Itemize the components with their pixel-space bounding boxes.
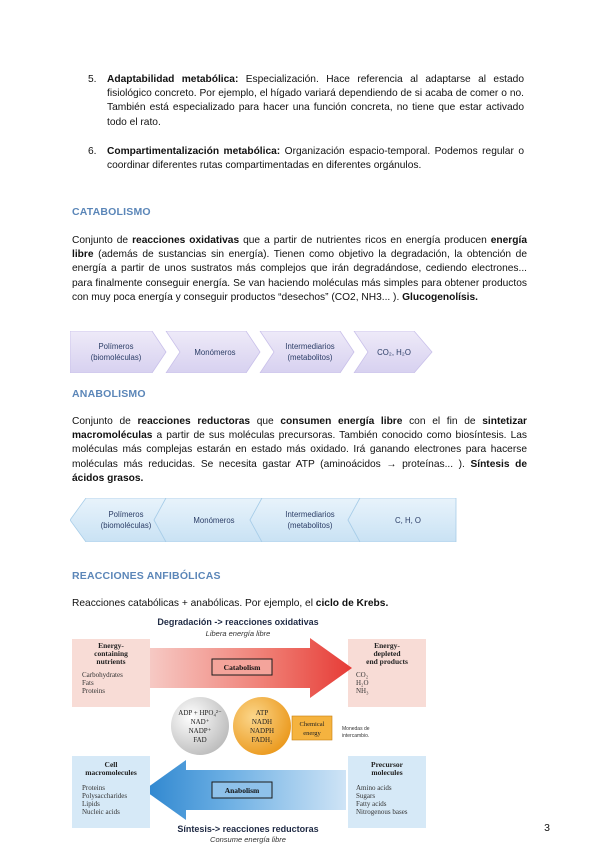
box-title: end products: [366, 657, 408, 666]
list-term: Compartimentalización metabólica:: [107, 146, 281, 157]
figure-top-title: Degradación -> reacciones oxidativas: [157, 617, 319, 627]
box-item: Nucleic acids: [82, 808, 120, 816]
bold-span: consumen energía libre: [280, 416, 403, 427]
text-span: (además de sustancias sin energía). Tienen como objetivo la degradación, la obtención de energía a partir de unos sustratos más complejos que irán degradándose, cediendo electrones... para finalmente conseguir energía. Se van haciendo moléculas más simples para obtener productos con muy poca energía y conseguir productos “desechos” (CO2, NH3... ).: [72, 249, 527, 303]
list-number: 5.: [88, 74, 97, 85]
chevron-label: (metabolitos): [287, 521, 333, 530]
anfibolicas-paragraph: [72, 597, 527, 611]
chevron-label: CO₂, H₂O: [377, 348, 411, 357]
text-span: Conjunto de: [72, 235, 133, 246]
box-item: Fats: [82, 679, 94, 687]
catabolismo-paragraph: [72, 234, 527, 305]
circle-item: NADH: [251, 718, 273, 726]
box-title: Cell: [104, 760, 118, 769]
catabolism-label: Catabolism: [223, 663, 261, 672]
chevron-shape: [260, 331, 354, 373]
anfibolicas-heading: REACCIONES ANFIBÓLICAS: [72, 570, 221, 582]
chemical-energy-label: energy: [303, 730, 321, 737]
box-item: NH₃: [356, 687, 369, 695]
box-item: H₂O: [356, 679, 369, 687]
text-span: Reacciones catabólicas + anabólicas. Por ejemplo, el: [72, 598, 316, 609]
catabolismo-heading: CATABOLISMO: [72, 206, 151, 218]
box-item: Fatty acids: [356, 800, 387, 808]
box-item: Carbohydrates: [82, 671, 123, 679]
reduced-carriers-circle: [233, 697, 291, 755]
chevron-shape: [70, 498, 166, 542]
box-title: containing: [94, 649, 128, 658]
figure-bottom-subtitle: Consume energía libre: [210, 835, 286, 844]
anabolismo-heading: ANABOLISMO: [72, 388, 146, 400]
bold-span: Glucogenolísis.: [402, 291, 478, 303]
chevron-label: Polímeros: [108, 510, 144, 519]
chevron-shape: [70, 331, 166, 373]
chevron-label: Intermediarios: [285, 510, 335, 519]
chevron-label: C, H, O: [395, 516, 421, 525]
monedas-label: intercambio.: [342, 733, 370, 739]
text-span: Conjunto de: [72, 416, 138, 427]
page-number: 3: [544, 822, 550, 834]
box-title: depleted: [373, 649, 401, 658]
circle-item: ATP: [255, 709, 269, 717]
list-number: 6.: [88, 146, 97, 157]
catabolism-chevron-strip: [70, 331, 434, 373]
figure-top-subtitle: Libera energía libre: [205, 629, 271, 638]
bold-span: energía libre: [72, 235, 527, 261]
anabolism-label: Anabolism: [224, 786, 260, 795]
bold-span: ciclo de Krebs.: [315, 598, 389, 609]
list-term: Adaptabilidad metabólica:: [107, 74, 239, 85]
bold-span: sintetizar macromoléculas: [72, 416, 527, 442]
box-title: Energy-: [374, 641, 400, 650]
chevron-label: Polímeros: [98, 342, 134, 351]
text-span: que a partir de nutrientes ricos en energía producen: [239, 235, 491, 246]
circle-item: FAD: [193, 736, 207, 744]
oxidized-carriers-circle: [171, 697, 229, 755]
list-item-6: [88, 145, 524, 173]
box-item: Proteins: [82, 687, 105, 695]
bold-span: Síntesis de ácidos grasos.: [72, 458, 527, 484]
box-title: nutrients: [96, 657, 126, 666]
chevron-label: (biomoléculas): [90, 353, 142, 362]
box-title: Precursor: [371, 760, 403, 769]
chevron-label: Intermediarios: [285, 342, 335, 351]
box-title: Energy-: [98, 641, 124, 650]
chevron-label: (biomoléculas): [100, 521, 152, 530]
list-text: Organización espacio-temporal. Podemos regular o coordinar diferentes rutas compartimentadas en diferentes orgánulos.: [107, 146, 524, 172]
monedas-label: Monedas de: [342, 726, 370, 732]
chevron-label: Monómeros: [193, 516, 235, 525]
chevron-label: (metabolitos): [287, 353, 333, 362]
chemical-energy-label: Chemical: [299, 721, 325, 728]
list-text: Especialización. Hace referencia al adaptarse al estado fisiológico concreto. Por ejemplo, el hígado variará dependiendo de si acaba de comer o no. También está especializado para hacer una función concreta, no tiene que estar activado todo el rato.: [107, 74, 524, 128]
metabolism-figure: [70, 614, 430, 846]
box-item: Proteins: [82, 784, 105, 792]
box-title: molecules: [371, 768, 403, 777]
box-item: Nitrogenous bases: [356, 808, 408, 816]
box-title: macromolecules: [85, 768, 137, 777]
bold-span: reacciones oxidativas: [132, 235, 240, 246]
circle-item: NADPH: [249, 727, 275, 735]
anabolismo-paragraph: [72, 415, 527, 486]
circle-item: NAD⁺: [190, 718, 210, 726]
box-item: Amino acids: [356, 784, 392, 792]
box-item: CO₂: [356, 671, 369, 679]
circle-item: NADP⁺: [188, 727, 212, 735]
chevron-shape: [250, 498, 360, 542]
chevron-label: Monómeros: [194, 348, 236, 357]
figure-bottom-title: Síntesis-> reacciones reductoras: [177, 824, 319, 834]
circle-item: ADP + HPO₄²⁻: [178, 709, 222, 717]
box-item: Polysaccharides: [82, 792, 128, 800]
list-item-5: [88, 73, 524, 130]
anabolism-chevron-strip: [70, 498, 458, 542]
bold-span: reacciones reductoras: [137, 416, 251, 427]
circle-item: FADH₂: [251, 736, 273, 744]
box-item: Sugars: [356, 792, 376, 800]
box-item: Lipids: [82, 800, 100, 808]
text-span: a partir de sus moléculas precursoras. También conocido como biosíntesis. Las moléculas más complejas estarán en estado más oxidado. Irá ganando electrones para hacerse moléculas más reducidas. Se necesita gastar ATP (aminoácidos → proteínas... ).: [72, 430, 527, 470]
text-span: que: [250, 416, 281, 427]
text-span: con el fin de: [402, 416, 483, 427]
